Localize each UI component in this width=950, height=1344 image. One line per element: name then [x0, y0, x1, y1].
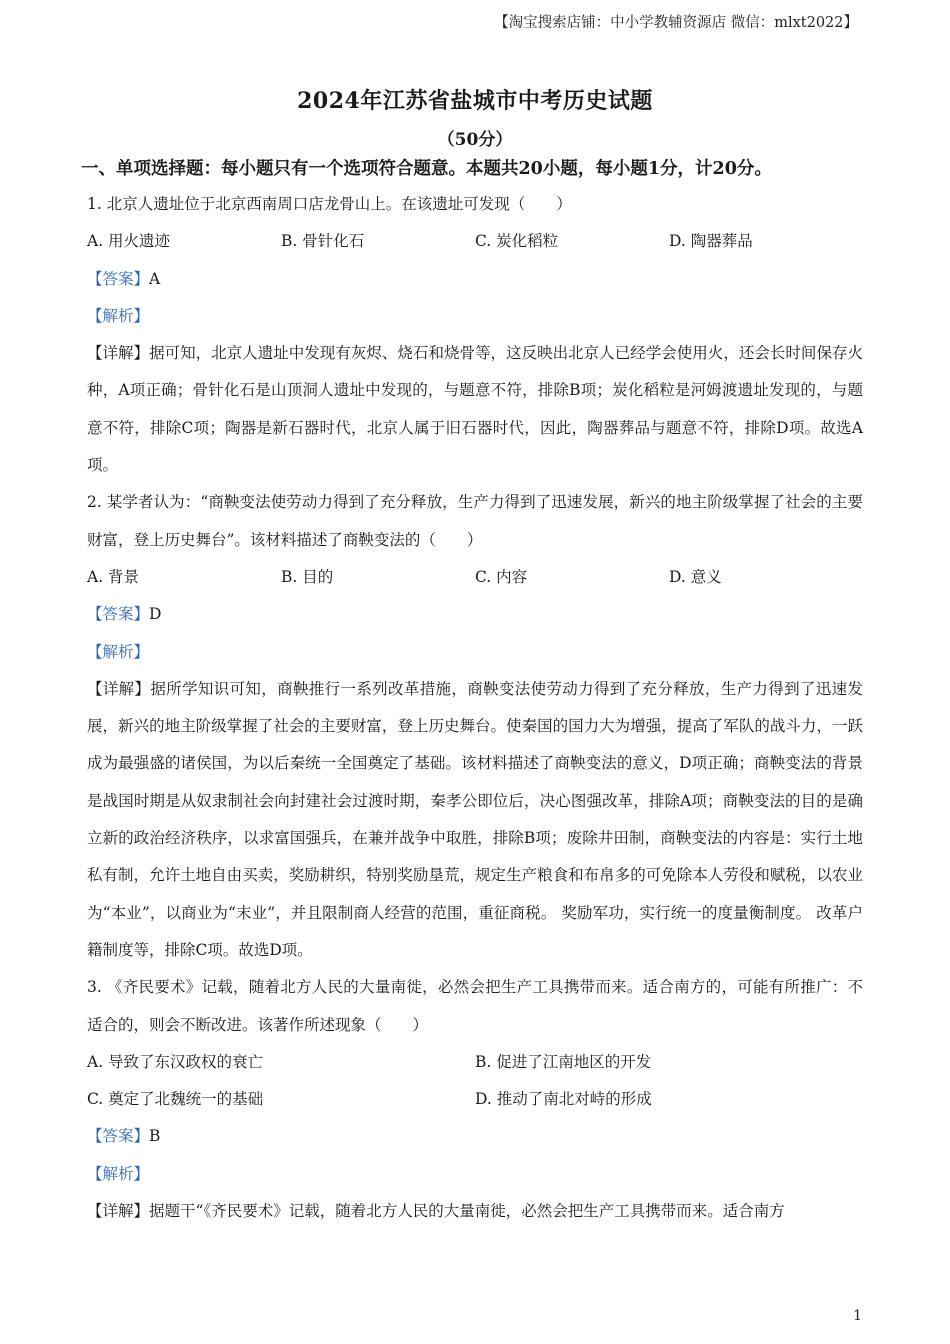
analysis-label: 【解析】	[87, 1164, 150, 1183]
answer-value: B	[149, 1127, 161, 1146]
option-b: B. 促进了江南地区的开发	[475, 1052, 652, 1071]
analysis-label: 【解析】	[87, 306, 150, 325]
option-a: A. 背景	[87, 567, 140, 586]
detail-text: 据可知，北京人遗址中发现有灰烬、烧石和烧骨等，这反映出北京人已经学会使用火，还会长时间保存火种，A项正确；骨针化石是山顶洞人遗址中发现的，与题意不符，排除B项；炭化稻粒是河姆渡遗址发现的，与题意不符，排除C项；陶器是新石器时代，北京人属于旧石器时代，因此，陶器葬品与题意不符，排除D项。故选A项。	[87, 344, 863, 475]
question-stem: 2. 某学者认为：“商鞅变法使劳动力得到了充分释放，生产力得到了迅速发展，新兴的地主阶级掌握了社会的主要财富，登上历史舞台”。该材料描述了商鞅变法的（ ）	[87, 493, 863, 549]
option-d: D. 推动了南北对峙的形成	[475, 1090, 652, 1109]
option-a: A. 用火遗迹	[87, 232, 171, 251]
option-c: C. 内容	[475, 567, 528, 586]
page-subtitle: （50分）	[437, 130, 513, 150]
options-row	[87, 1081, 863, 1118]
detail-text: 据题干“《齐民要术》记载，随着北方人民的大量南徙，必然会把生产工具携带而来。适合南方	[149, 1202, 785, 1221]
question-1	[87, 186, 863, 484]
option-a: A. 导致了东汉政权的衰亡	[87, 1052, 264, 1071]
options-row	[87, 559, 863, 596]
exam-content	[81, 152, 863, 1230]
analysis-line	[87, 298, 863, 335]
option-b: B. 目的	[281, 567, 334, 586]
option-c: C. 炭化稻粒	[475, 232, 559, 251]
answer-label: 【答案】	[87, 605, 150, 624]
detail-paragraph	[87, 1193, 863, 1230]
analysis-line	[87, 634, 863, 671]
section-heading: 一、单项选择题：每小题只有一个选项符合题意。本题共20小题，每小题1分，计20分。	[81, 159, 772, 179]
detail-label: 【详解】	[87, 679, 151, 698]
detail-text: 据所学知识可知，商鞅推行一系列改革措施，商鞅变法使劳动力得到了充分释放，生产力得到了迅速发展，新兴的地主阶级掌握了社会的主要财富，登上历史舞台。使秦国的国力大为增强，提高了军队的战斗力，一跃成为最强盛的诸侯国，为以后秦统一全国奠定了基础。该材料描述了商鞅变法的意义，D项正确；商鞅变法的背景是战国时期是从奴隶制社会向封建社会过渡时期，秦孝公即位后，决心图强改革，排除A项；商鞅变法的目的是确立新的政治经济秩序，以求富国强兵，在兼并战争中取胜，排除B项；废除井田制，商鞅变法的内容是：实行土地私有制，允许土地自由买卖，奖励耕织，特别奖励垦荒，规定生产粮食和布帛多的可免除本人劳役和赋税，以农业为“本业”，以商业为“末业”，并且限制商人经营的范围，重征商税。 奖励军功，实行统一的度量衡制度。 改革户籍制度等，排除C项。故选D项。	[87, 679, 863, 959]
options-row	[87, 223, 863, 260]
option-c: C. 奠定了北魏统一的基础	[87, 1090, 264, 1109]
options-row	[87, 1044, 863, 1081]
answer-value: D	[149, 605, 162, 624]
answer-label: 【答案】	[87, 1127, 150, 1146]
detail-paragraph	[87, 671, 863, 969]
question-3	[87, 969, 863, 1230]
detail-label: 【详解】	[87, 1202, 150, 1221]
detail-paragraph	[87, 335, 863, 484]
detail-label: 【详解】	[87, 344, 150, 363]
answer-line	[87, 1118, 863, 1155]
option-d: D. 意义	[669, 567, 722, 586]
answer-line	[87, 261, 863, 298]
answer-label: 【答案】	[87, 269, 150, 288]
analysis-label: 【解析】	[87, 642, 150, 661]
page-number: 1	[853, 1308, 862, 1324]
question-2	[87, 484, 863, 969]
analysis-line	[87, 1156, 863, 1193]
question-stem: 3. 《齐民要术》记载，随着北方人民的大量南徙，必然会把生产工具携带而来。适合南方的，可能有所推广：不适合的，则会不断改进。该著作所述现象（ ）	[87, 978, 863, 1034]
option-b: B. 骨针化石	[281, 232, 365, 251]
question-stem: 1. 北京人遗址位于北京西南周口店龙骨山上。在该遗址可发现（ ）	[87, 195, 572, 213]
option-d: D. 陶器葬品	[669, 232, 753, 251]
answer-value: A	[149, 269, 161, 288]
page-title: 2024年江苏省盐城市中考历史试题	[297, 88, 653, 114]
header-watermark: 【淘宝搜索店铺：中小学教辅资源店 微信：mlxt2022】	[494, 15, 858, 31]
answer-line	[87, 596, 863, 633]
